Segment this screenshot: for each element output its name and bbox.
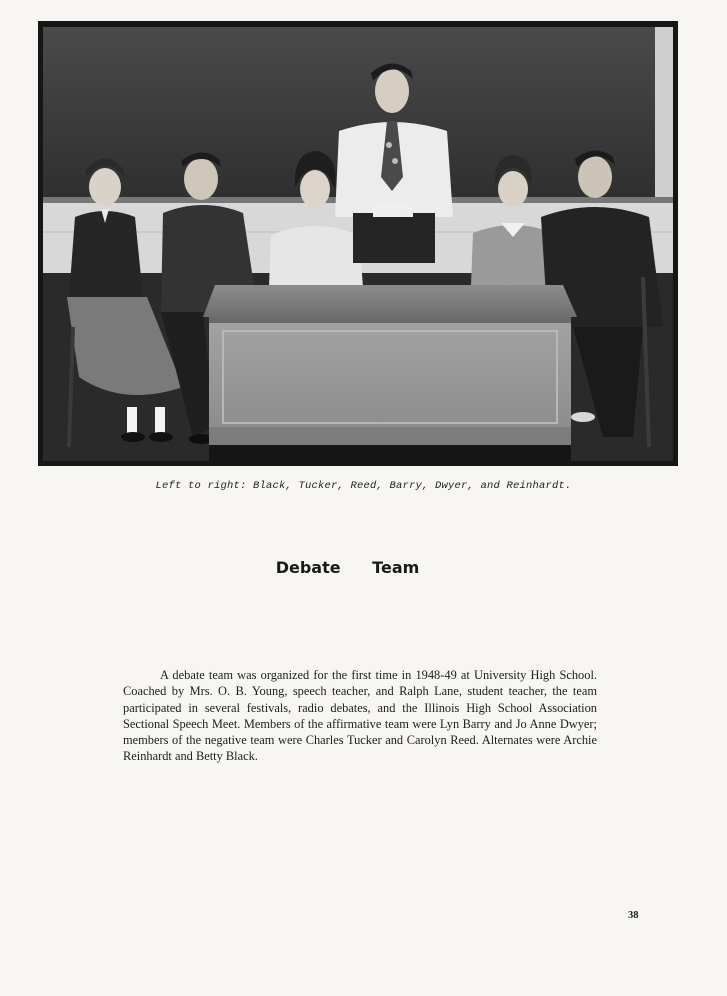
- caption-names: Black, Tucker, Reed, Barry, Dwyer, and Reinhardt.: [252, 480, 572, 492]
- photo-image: [43, 27, 673, 461]
- team-photograph: [38, 21, 678, 466]
- article-paragraph: A debate team was organized for the first time in 1948-49 at University High School. Coached by Mrs. O. B. Young, speech teacher, and Ralph Lane, student teacher, the team participated in several festivals, radio debates, and the Illinois High School Association Sectional Speech Meet. Members of the affirmative team were Lyn Barry and Jo Anne Dwyer; members of the negative team were Charles Tucker and Carolyn Reed. Alternates were Archie Reinhardt and Betty Black.: [123, 668, 597, 764]
- page-number: 38: [628, 910, 639, 921]
- page-title: Debate Team: [275, 558, 420, 577]
- caption-prefix: Left to right:: [155, 480, 247, 492]
- photo-caption: [0, 480, 727, 492]
